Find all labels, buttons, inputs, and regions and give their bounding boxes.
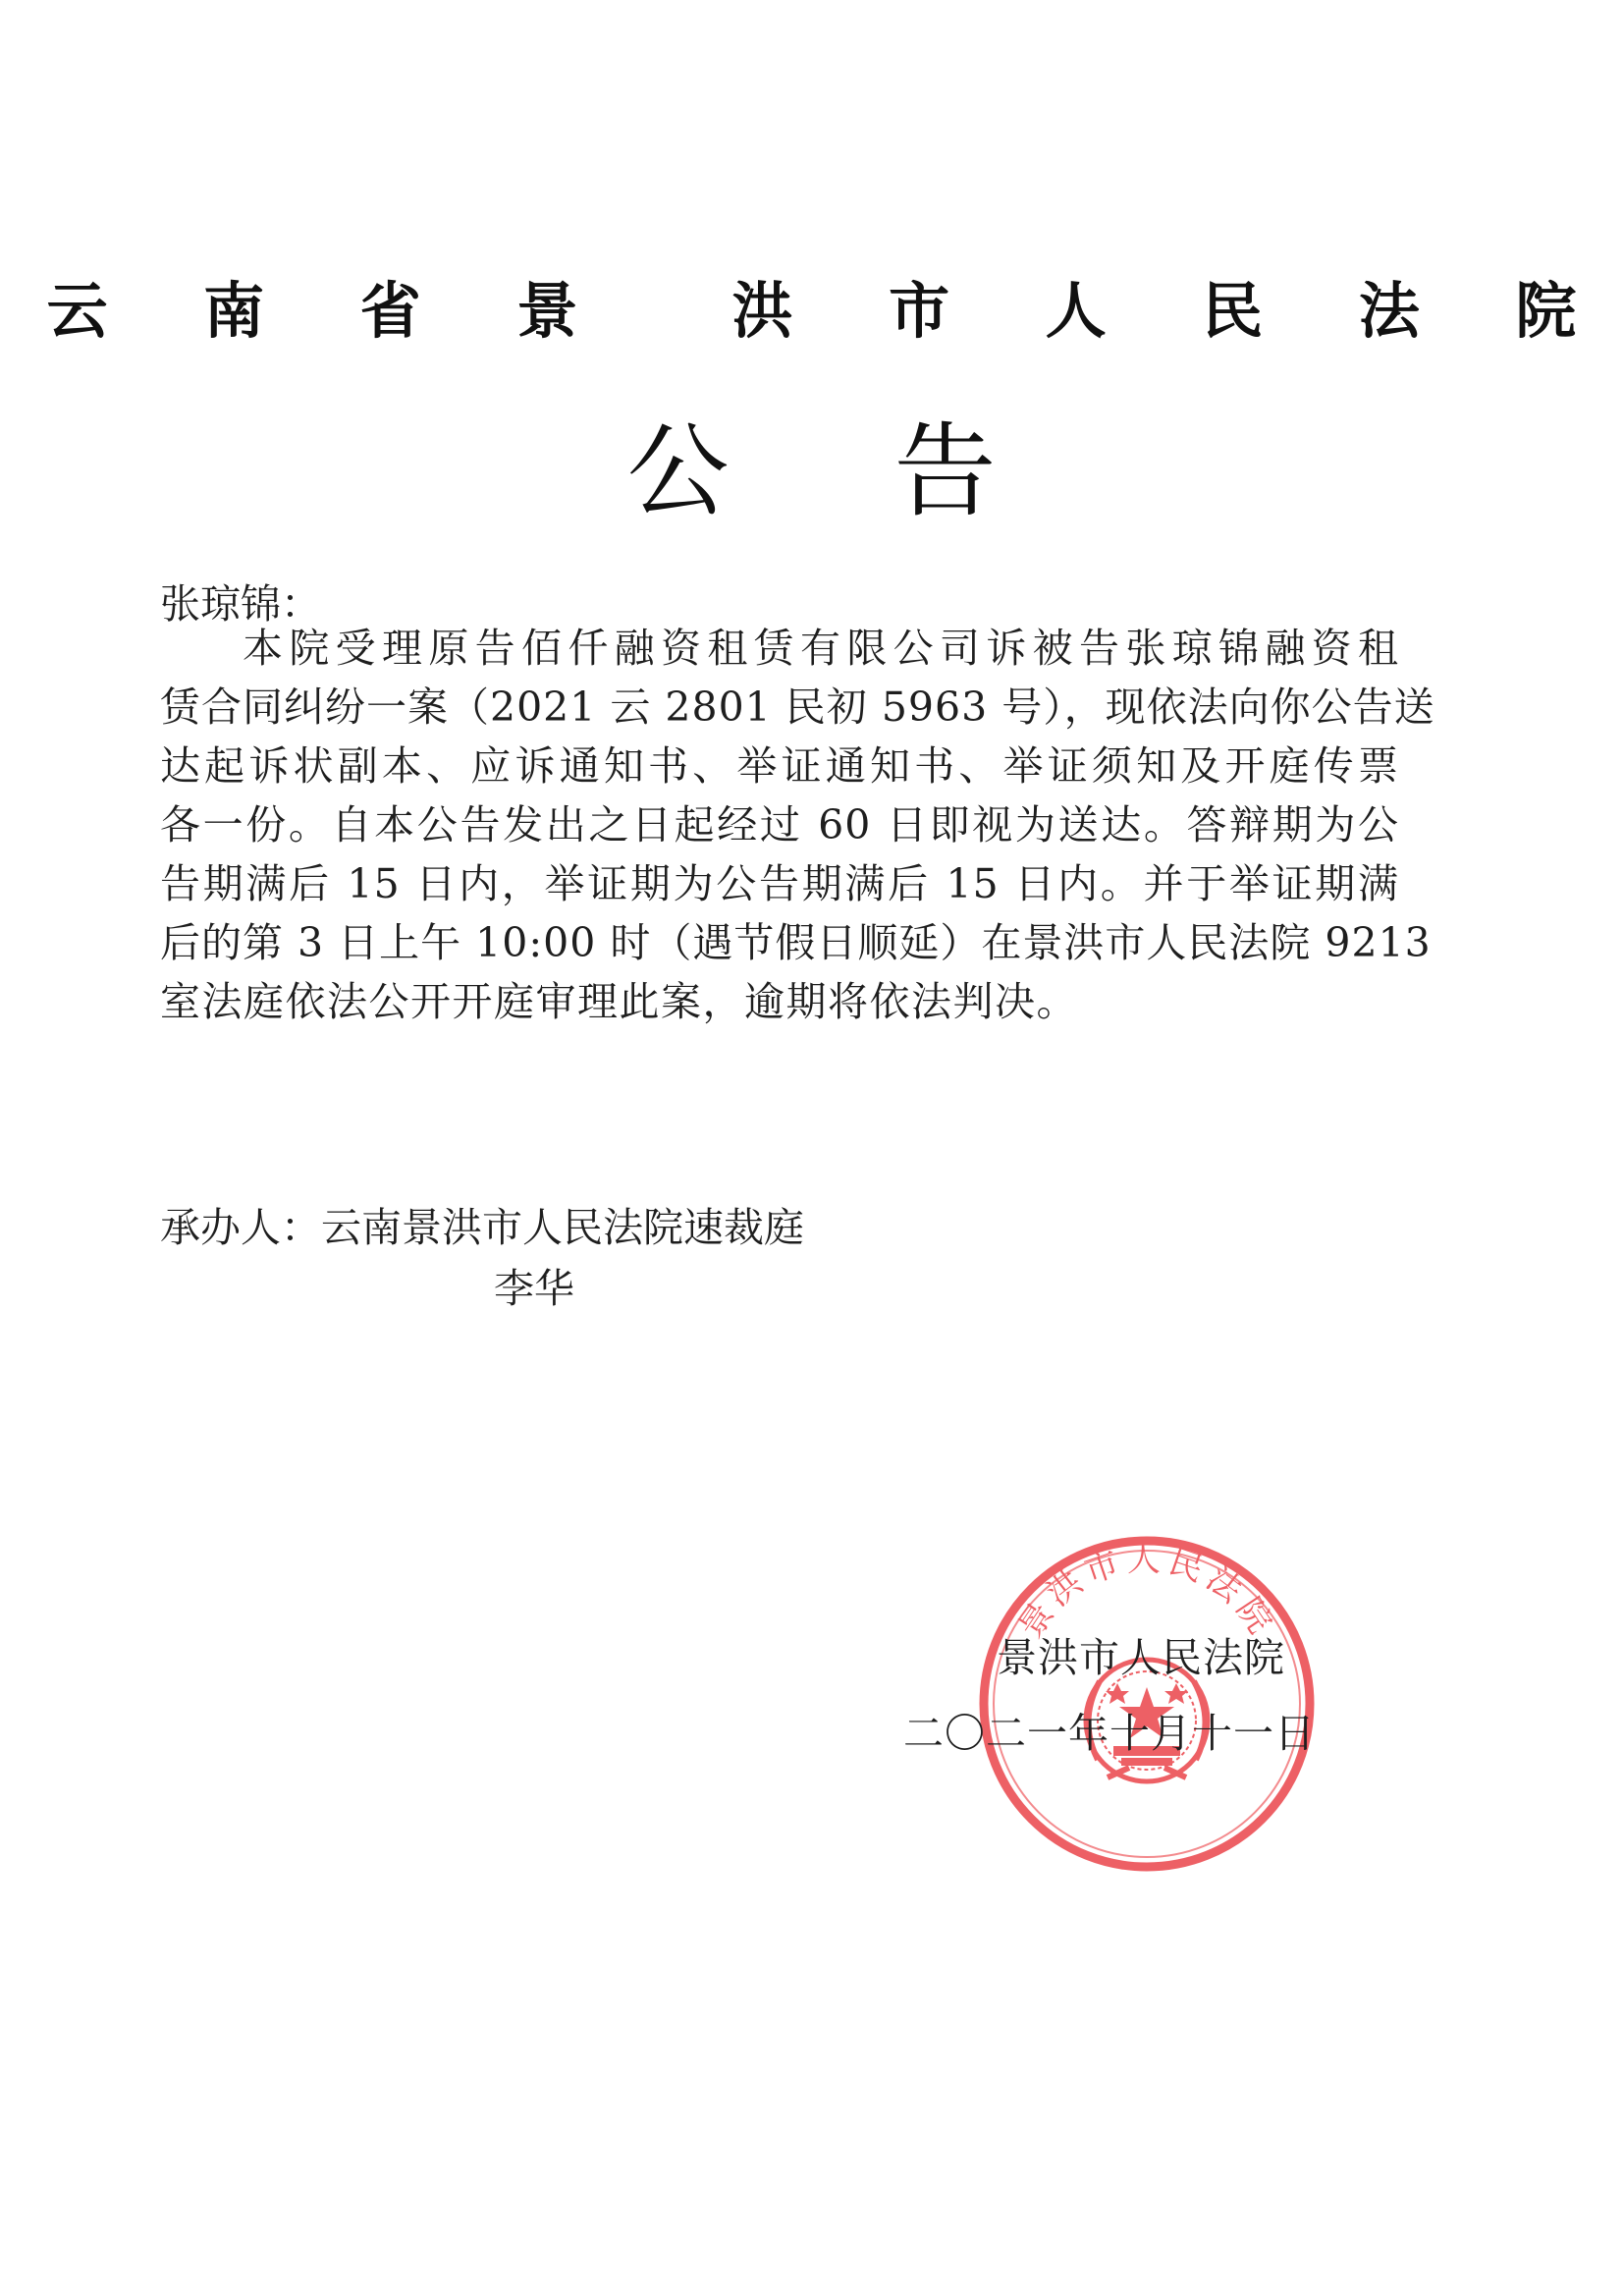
handler-label: 承办人：云南景洪市人民法院速裁庭	[160, 1204, 804, 1251]
body-line: 后的第 3 日上午 10:00 时（遇节假日顺延）在景洪市人民法院 9213	[160, 919, 1432, 966]
addressee: 张琼锦：	[160, 580, 321, 628]
notice-body	[160, 619, 1435, 1031]
signing-court: 景洪市人民法院	[997, 1634, 1285, 1681]
body-line: 各一份。自本公告发出之日起经过 60 日即视为送达。答辩期为公	[160, 801, 1399, 848]
body-line: 本院受理原告佰仟融资租赁有限公司诉被告张琼锦融资租	[243, 625, 1399, 672]
notice-title: 公告	[626, 411, 1162, 531]
body-line: 达起诉状副本、应诉通知书、举证通知书、举证须知及开庭传票	[160, 742, 1399, 790]
body-line: 室法庭依法公开开庭审理此案，逾期将依法判决。	[160, 978, 1078, 1025]
court-name-heading: 云 南 省 景 洪 市 人 民 法 院	[46, 275, 1614, 347]
body-line: 赁合同纠纷一案（2021 云 2801 民初 5963 号），现依法向你公告送	[160, 683, 1435, 731]
handler-name: 李华	[494, 1265, 574, 1312]
body-line: 告期满后 15 日内，举证期为公告期满后 15 日内。并于举证期满	[160, 860, 1399, 907]
signing-date: 二〇二一年十月十一日	[903, 1710, 1316, 1757]
seal-arc-text: 景洪市人民法院	[1010, 1540, 1283, 1646]
